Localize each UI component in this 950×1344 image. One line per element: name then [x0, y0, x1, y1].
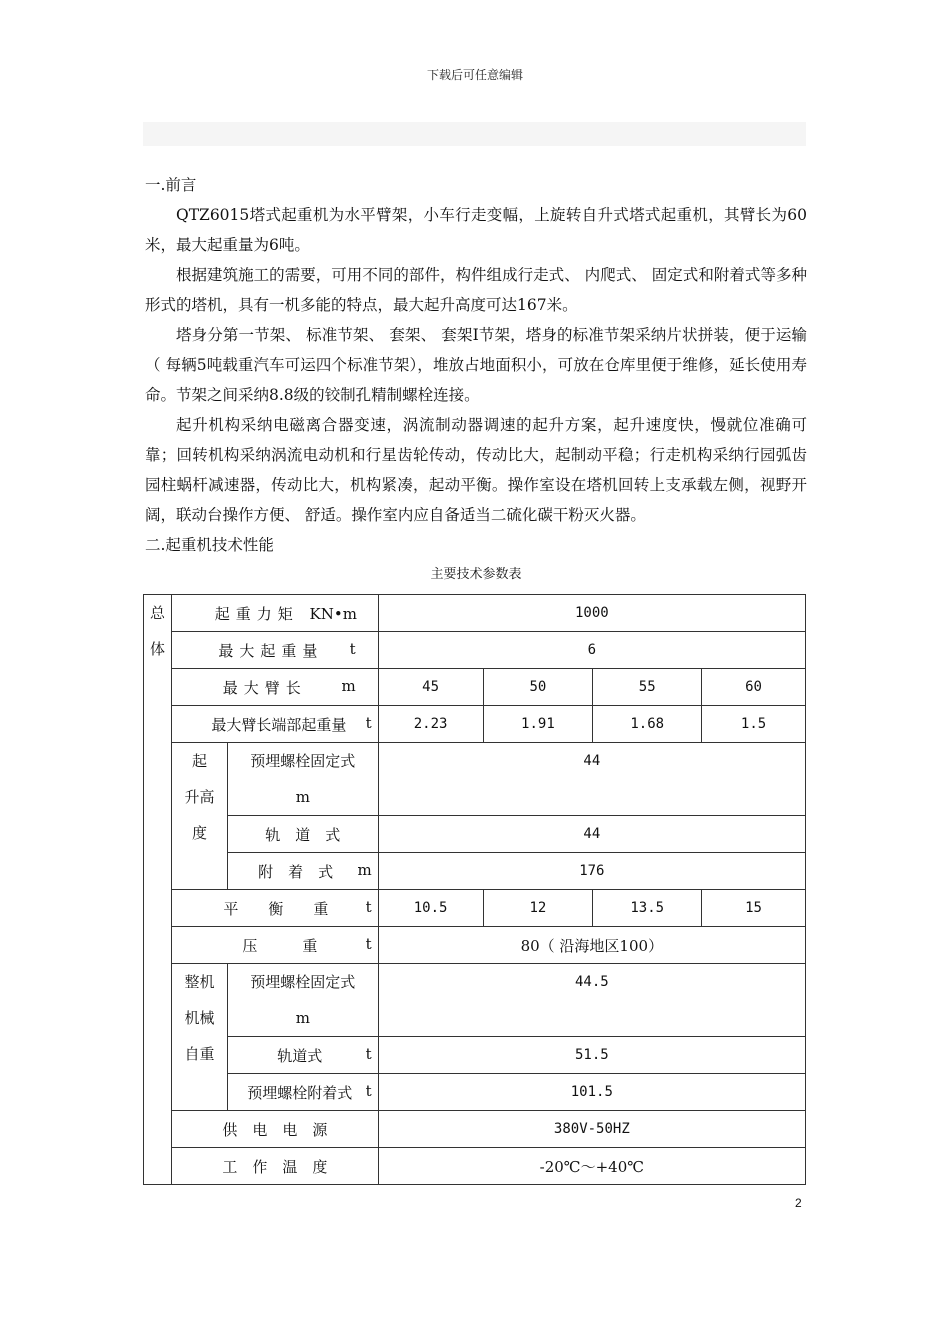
weight-row-value: 44.5 — [378, 964, 805, 1037]
temperature-label: 工 作 温 度 — [172, 1148, 379, 1185]
table-row — [144, 706, 806, 743]
table-caption: 主要技术参数表 — [430, 567, 522, 582]
tip-load-label: 最大臂长端部起重量 t — [172, 706, 379, 743]
section-1-title: 一.前言 — [145, 176, 197, 194]
ballast-label: 压 重 t — [172, 927, 379, 964]
paragraph-4: 起升机构采纳电磁离合器变速，涡流制动器调速的起升方案，起升速度快，慢就位准确可靠；回转机构采纳涡流电动机和行星齿轮传动，传动比大，起制动平稳；行走机构采纳行园弧齿园柱蜗杆减速器，传动比大，机构紧凑，起动平衡。操作室设在塔机回转上支承载左侧，视野开阔，联动台操作方便、 舒适。操作室内应自备适当二硫化碳干粉灭火器。 — [145, 416, 807, 524]
table-row — [144, 890, 806, 927]
table-row — [144, 1148, 806, 1185]
table-row — [144, 632, 806, 669]
moment-value: 1000 — [378, 595, 805, 632]
weight-row-value: 101.5 — [378, 1074, 805, 1111]
jib-value: 45 — [378, 669, 483, 706]
jib-label: 最大臂长 m — [172, 669, 379, 706]
temperature-value: -20℃～+40℃ — [378, 1148, 805, 1185]
spec-table — [143, 594, 806, 1185]
section-2-title: 二.起重机技术性能 — [145, 536, 274, 554]
header-band — [143, 122, 806, 146]
counterweight-value: 10.5 — [378, 890, 483, 927]
table-row — [144, 1111, 806, 1148]
document-body — [145, 170, 807, 588]
table-row — [144, 595, 806, 632]
moment-label: 起重力矩 KN•m — [172, 595, 379, 632]
lift-row-value: 44 — [378, 816, 805, 853]
table-row — [144, 669, 806, 706]
lift-row-value: 44 — [378, 743, 805, 816]
lift-row-value: 176 — [378, 853, 805, 890]
table-row — [144, 1074, 806, 1111]
page-header: 下载后可任意编辑 — [426, 68, 523, 82]
table-row — [144, 1037, 806, 1074]
jib-value: 55 — [593, 669, 702, 706]
power-value: 380V-50HZ — [378, 1111, 805, 1148]
max-load-label: 最大起重量 t — [172, 632, 379, 669]
tip-load-value: 1.68 — [593, 706, 702, 743]
tip-load-value: 1.91 — [483, 706, 593, 743]
counterweight-value: 12 — [483, 890, 593, 927]
table-row — [144, 816, 806, 853]
page-number: 2 — [795, 1196, 802, 1210]
paragraph-3: 塔身分第一节架、 标准节架、 套架、 套架I节架，塔身的标准节架采纳片状拼装，便于运输（ 每辆5吨载重汽车可运四个标准节架），堆放占地面积小，可放在仓库里便于维修，延长使用寿命。节架之间采纳8.8级的铰制孔精制螺栓连接。 — [145, 326, 807, 404]
lift-row-label: 轨 道 式 — [227, 816, 378, 853]
ballast-value: 80（ 沿海地区100） — [378, 927, 805, 964]
lift-row-label: 预埋螺栓固定式 m — [227, 743, 378, 816]
counterweight-value: 15 — [702, 890, 806, 927]
weight-row-label: 轨道式 t — [227, 1037, 378, 1074]
tip-load-value: 2.23 — [378, 706, 483, 743]
max-load-value: 6 — [378, 632, 805, 669]
counterweight-value: 13.5 — [593, 890, 702, 927]
self-weight-label: 整机 机械 自重 — [172, 964, 228, 1111]
jib-value: 50 — [483, 669, 593, 706]
paragraph-2: 根据建筑施工的需要，可用不同的部件，构件组成行走式、 内爬式、 固定式和附着式等多种形式的塔机，具有一机多能的特点，最大起升高度可达167米。 — [145, 266, 807, 314]
weight-row-label: 预埋螺栓固定式 m — [227, 964, 378, 1037]
table-row — [144, 853, 806, 890]
jib-value: 60 — [702, 669, 806, 706]
group-label-cell: 总 体 — [144, 595, 172, 1185]
lift-height-label: 起 升高 度 — [172, 743, 228, 890]
power-label: 供 电 电 源 — [172, 1111, 379, 1148]
paragraph-1: QTZ6015塔式起重机为水平臂架，小车行走变幅，上旋转自升式塔式起重机，其臂长为60米，最大起重量为6吨。 — [145, 206, 807, 254]
counterweight-label: 平 衡 重 t — [172, 890, 379, 927]
tip-load-value: 1.5 — [702, 706, 806, 743]
weight-row-label: 预埋螺栓附着式 t — [227, 1074, 378, 1111]
table-row — [144, 927, 806, 964]
lift-row-label: 附 着 式 m — [227, 853, 378, 890]
weight-row-value: 51.5 — [378, 1037, 805, 1074]
